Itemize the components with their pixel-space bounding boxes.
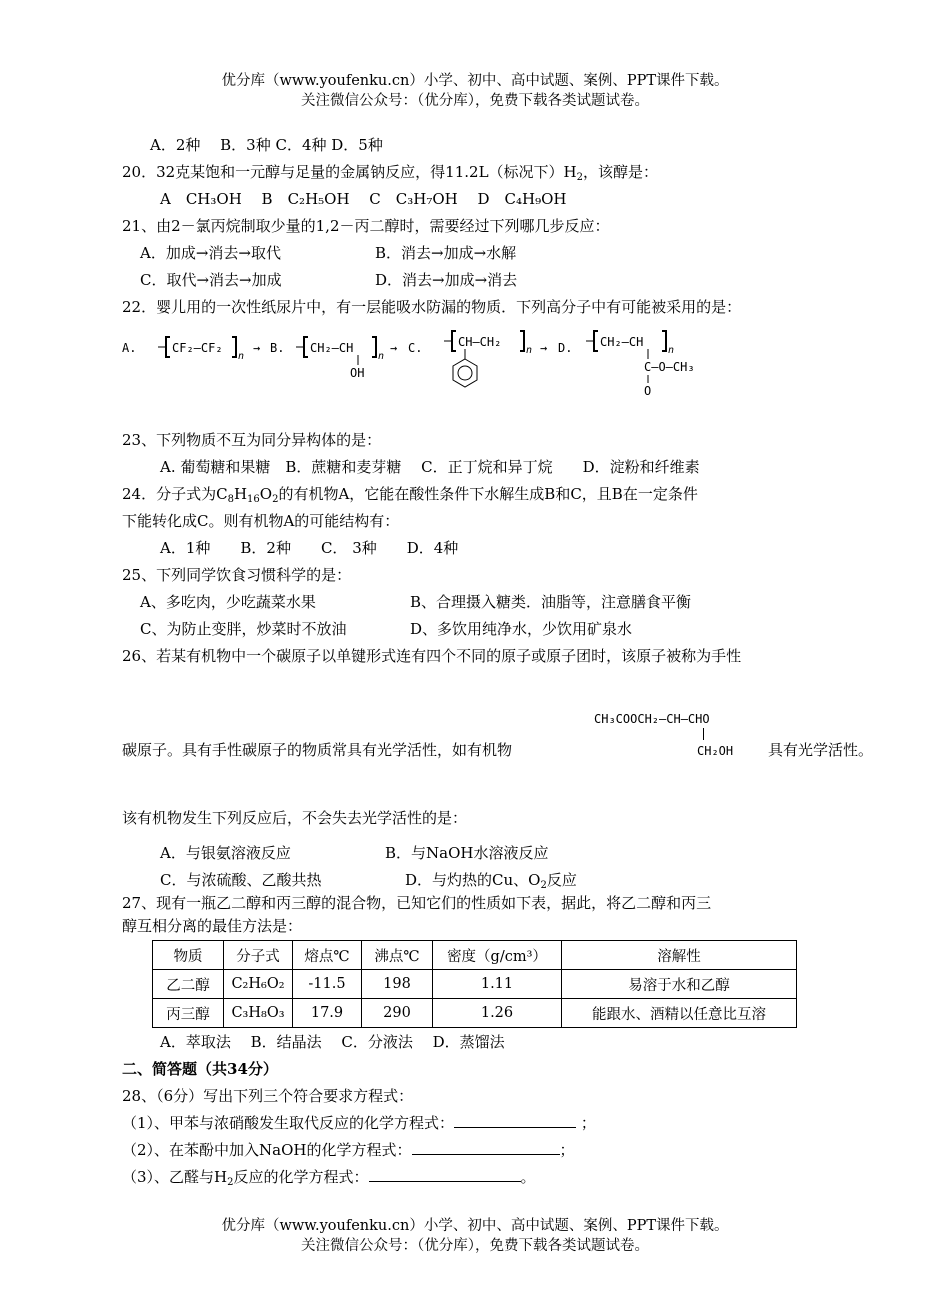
q28-item-2: （2）、在苯酚中加入NaOH的化学方程式： ；: [122, 1141, 575, 1159]
q22-d-oxygen: O: [644, 384, 652, 398]
q25-option-a: A、多吃肉，少吃蔬菜水果: [140, 593, 316, 611]
q22-polymer-structures: [118, 325, 718, 405]
q26-option-a: A．与银氨溶液反应: [160, 844, 291, 862]
q22-b-group: OH: [350, 366, 365, 380]
q28-answer-1-blank[interactable]: [454, 1113, 576, 1128]
table-cell: 1.11: [433, 970, 562, 999]
q27-property-table: [152, 940, 797, 1028]
q22-c-formula: CH—CH₂: [458, 335, 502, 349]
q22-stem: 22．婴儿用的一次性纸尿片中，有一层能吸水防漏的物质．下列高分子中有可能被采用的是：: [122, 298, 742, 316]
table-cell: 易溶于水和乙醇: [562, 970, 797, 999]
q19-options: A．2种 B．3种 C．4种 D．5种: [150, 136, 383, 154]
table-row: [153, 970, 797, 999]
q28-answer-2-blank[interactable]: [412, 1140, 560, 1155]
q24-options: A．1种 B．2种 C． 3种 D．4种: [160, 539, 459, 557]
q26-structure-main: CH₃COOCH₂—CH—CHO: [594, 712, 710, 726]
header-line-1: 优分库（www.youfenku.cn）小学、初中、高中试题、案例、PPT课件下载。: [221, 73, 729, 89]
q23-options: A. 葡萄糖和果糖 B．蔗糖和麦芽糖 C．正丁烷和异丁烷 D．淀粉和纤维素: [160, 458, 700, 476]
q26-option-d: D．与灼热的Cu、$O_2$反应: [405, 871, 577, 891]
q22-a-n: n: [238, 351, 245, 362]
q26-option-b: B．与NaOH水溶液反应: [385, 844, 549, 862]
q22-a-formula: CF₂—CF₂: [172, 341, 223, 355]
table-header-cell: 分子式: [224, 941, 293, 970]
table-header-cell: 密度（g/cm³）: [433, 941, 562, 970]
q20-options: A CH₃OH B C₂H₅OH C C₃H₇OH D C₄H₉OH: [160, 190, 567, 208]
q22-d-n: n: [668, 345, 675, 356]
q22-b-formula: CH₂—CH: [310, 341, 354, 355]
q28-answer-3-blank[interactable]: [369, 1167, 521, 1182]
q26-stem: 26、若某有机物中一个碳原子以单键形式连有四个不同的原子或原子团时，该原子被称为手性: [122, 647, 742, 665]
table-header-cell: 物质: [153, 941, 224, 970]
q25-stem: 25、下列同学饮食习惯科学的是：: [122, 566, 352, 584]
q25-option-b: B、合理摄入糖类．油脂等，注意膳食平衡: [410, 593, 692, 611]
table-cell: 290: [362, 999, 433, 1028]
section-2-title: 二、简答题（共34分）: [122, 1060, 278, 1078]
q28-stem: 28、（6分）写出下列三个符合要求方程式：: [122, 1087, 414, 1105]
q22-d-label: D.: [558, 341, 573, 355]
table-row: [153, 999, 797, 1028]
q22-b-label: B.: [270, 341, 285, 355]
q24-stem-2: 下能转化成C。则有机物A的可能结构有：: [122, 512, 400, 530]
table-cell: C₂H₆O₂: [224, 970, 293, 999]
q22-b-n: n: [378, 351, 385, 362]
q28-item-1: （1）、甲苯与浓硝酸发生取代反应的化学方程式： ；: [122, 1114, 596, 1132]
q21-option-c: C．取代→消去→加成: [140, 271, 282, 289]
table-header-row: [153, 941, 797, 970]
table-cell: 乙二醇: [153, 970, 224, 999]
q26-option-c: C．与浓硫酸、乙酸共热: [160, 871, 322, 889]
table-cell: C₃H₈O₃: [224, 999, 293, 1028]
q26-stem-2: 碳原子。具有手性碳原子的物质常具有光学活性，如有机物: [122, 741, 513, 759]
q25-option-d: D、多饮用纯净水，少饮用矿泉水: [410, 620, 633, 638]
table-cell: 1.26: [433, 999, 562, 1028]
table-cell: 能跟水、酒精以任意比互溶: [562, 999, 797, 1028]
table-header-cell: 熔点℃: [293, 941, 362, 970]
q28-item-3: （3）、乙醛与$H_2$反应的化学方程式： 。: [122, 1168, 536, 1188]
q22-d-formula: CH₂—CH: [600, 335, 644, 349]
table-cell: 丙三醇: [153, 999, 224, 1028]
q21-option-b: B．消去→加成→水解: [375, 244, 517, 262]
table-header-cell: 溶解性: [562, 941, 797, 970]
table-cell: 17.9: [293, 999, 362, 1028]
q22-arrow-2: →: [390, 341, 398, 355]
q26-stem-3: 该有机物发生下列反应后，不会失去光学活性的是：: [122, 809, 468, 827]
table-cell: -11.5: [293, 970, 362, 999]
q22-c-n: n: [526, 345, 533, 356]
q25-option-c: C、为防止变胖，炒菜时不放油: [140, 620, 347, 638]
q22-c-label: C.: [408, 341, 423, 355]
q26-structure-bond: [703, 728, 704, 740]
q24-stem: 24．分子式为$C_8H_{16}O_2$的有机物A，它能在酸性条件下水解生成B和C，且B在一定条件: [122, 485, 698, 505]
q22-a-label: A.: [122, 341, 137, 355]
q27-stem-2: 醇互相分离的最佳方法是：: [122, 917, 303, 935]
table-header-cell: 沸点℃: [362, 941, 433, 970]
q20-stem: 20．32克某饱和一元醇与足量的金属钠反应，得11.2L（标况下）$H_2$，该醇是：: [122, 163, 659, 183]
q26-structure-branch: CH₂OH: [697, 744, 734, 758]
q22-arrow-3: →: [540, 341, 548, 355]
q22-d-group: C—O—CH₃: [644, 360, 695, 374]
q22-benzene-ring: [453, 359, 477, 387]
table-cell: 198: [362, 970, 433, 999]
footer-line-1: 优分库（www.youfenku.cn）小学、初中、高中试题、案例、PPT课件下载。: [221, 1218, 729, 1234]
q23-stem: 23、下列物质不互为同分异构体的是：: [122, 431, 382, 449]
q22-arrow-1: →: [253, 341, 261, 355]
header-line-2: 关注微信公众号：（优分库），免费下载各类试题试卷。: [301, 93, 649, 109]
q27-options: A．萃取法 B．结晶法 C．分液法 D．蒸馏法: [160, 1033, 505, 1051]
q21-stem: 21、由2－氯丙烷制取少量的1,2－丙二醇时，需要经过下列哪几步反应：: [122, 217, 610, 235]
footer-line-2: 关注微信公众号：（优分库），免费下载各类试题试卷。: [301, 1238, 649, 1254]
q21-option-d: D．消去→加成→消去: [375, 271, 518, 289]
q26-stem-2-tail: 具有光学活性。: [768, 741, 874, 759]
q21-option-a: A．加成→消去→取代: [140, 244, 281, 262]
q27-stem: 27、现有一瓶乙二醇和丙三醇的混合物，已知它们的性质如下表，据此，将乙二醇和丙三: [122, 894, 712, 912]
